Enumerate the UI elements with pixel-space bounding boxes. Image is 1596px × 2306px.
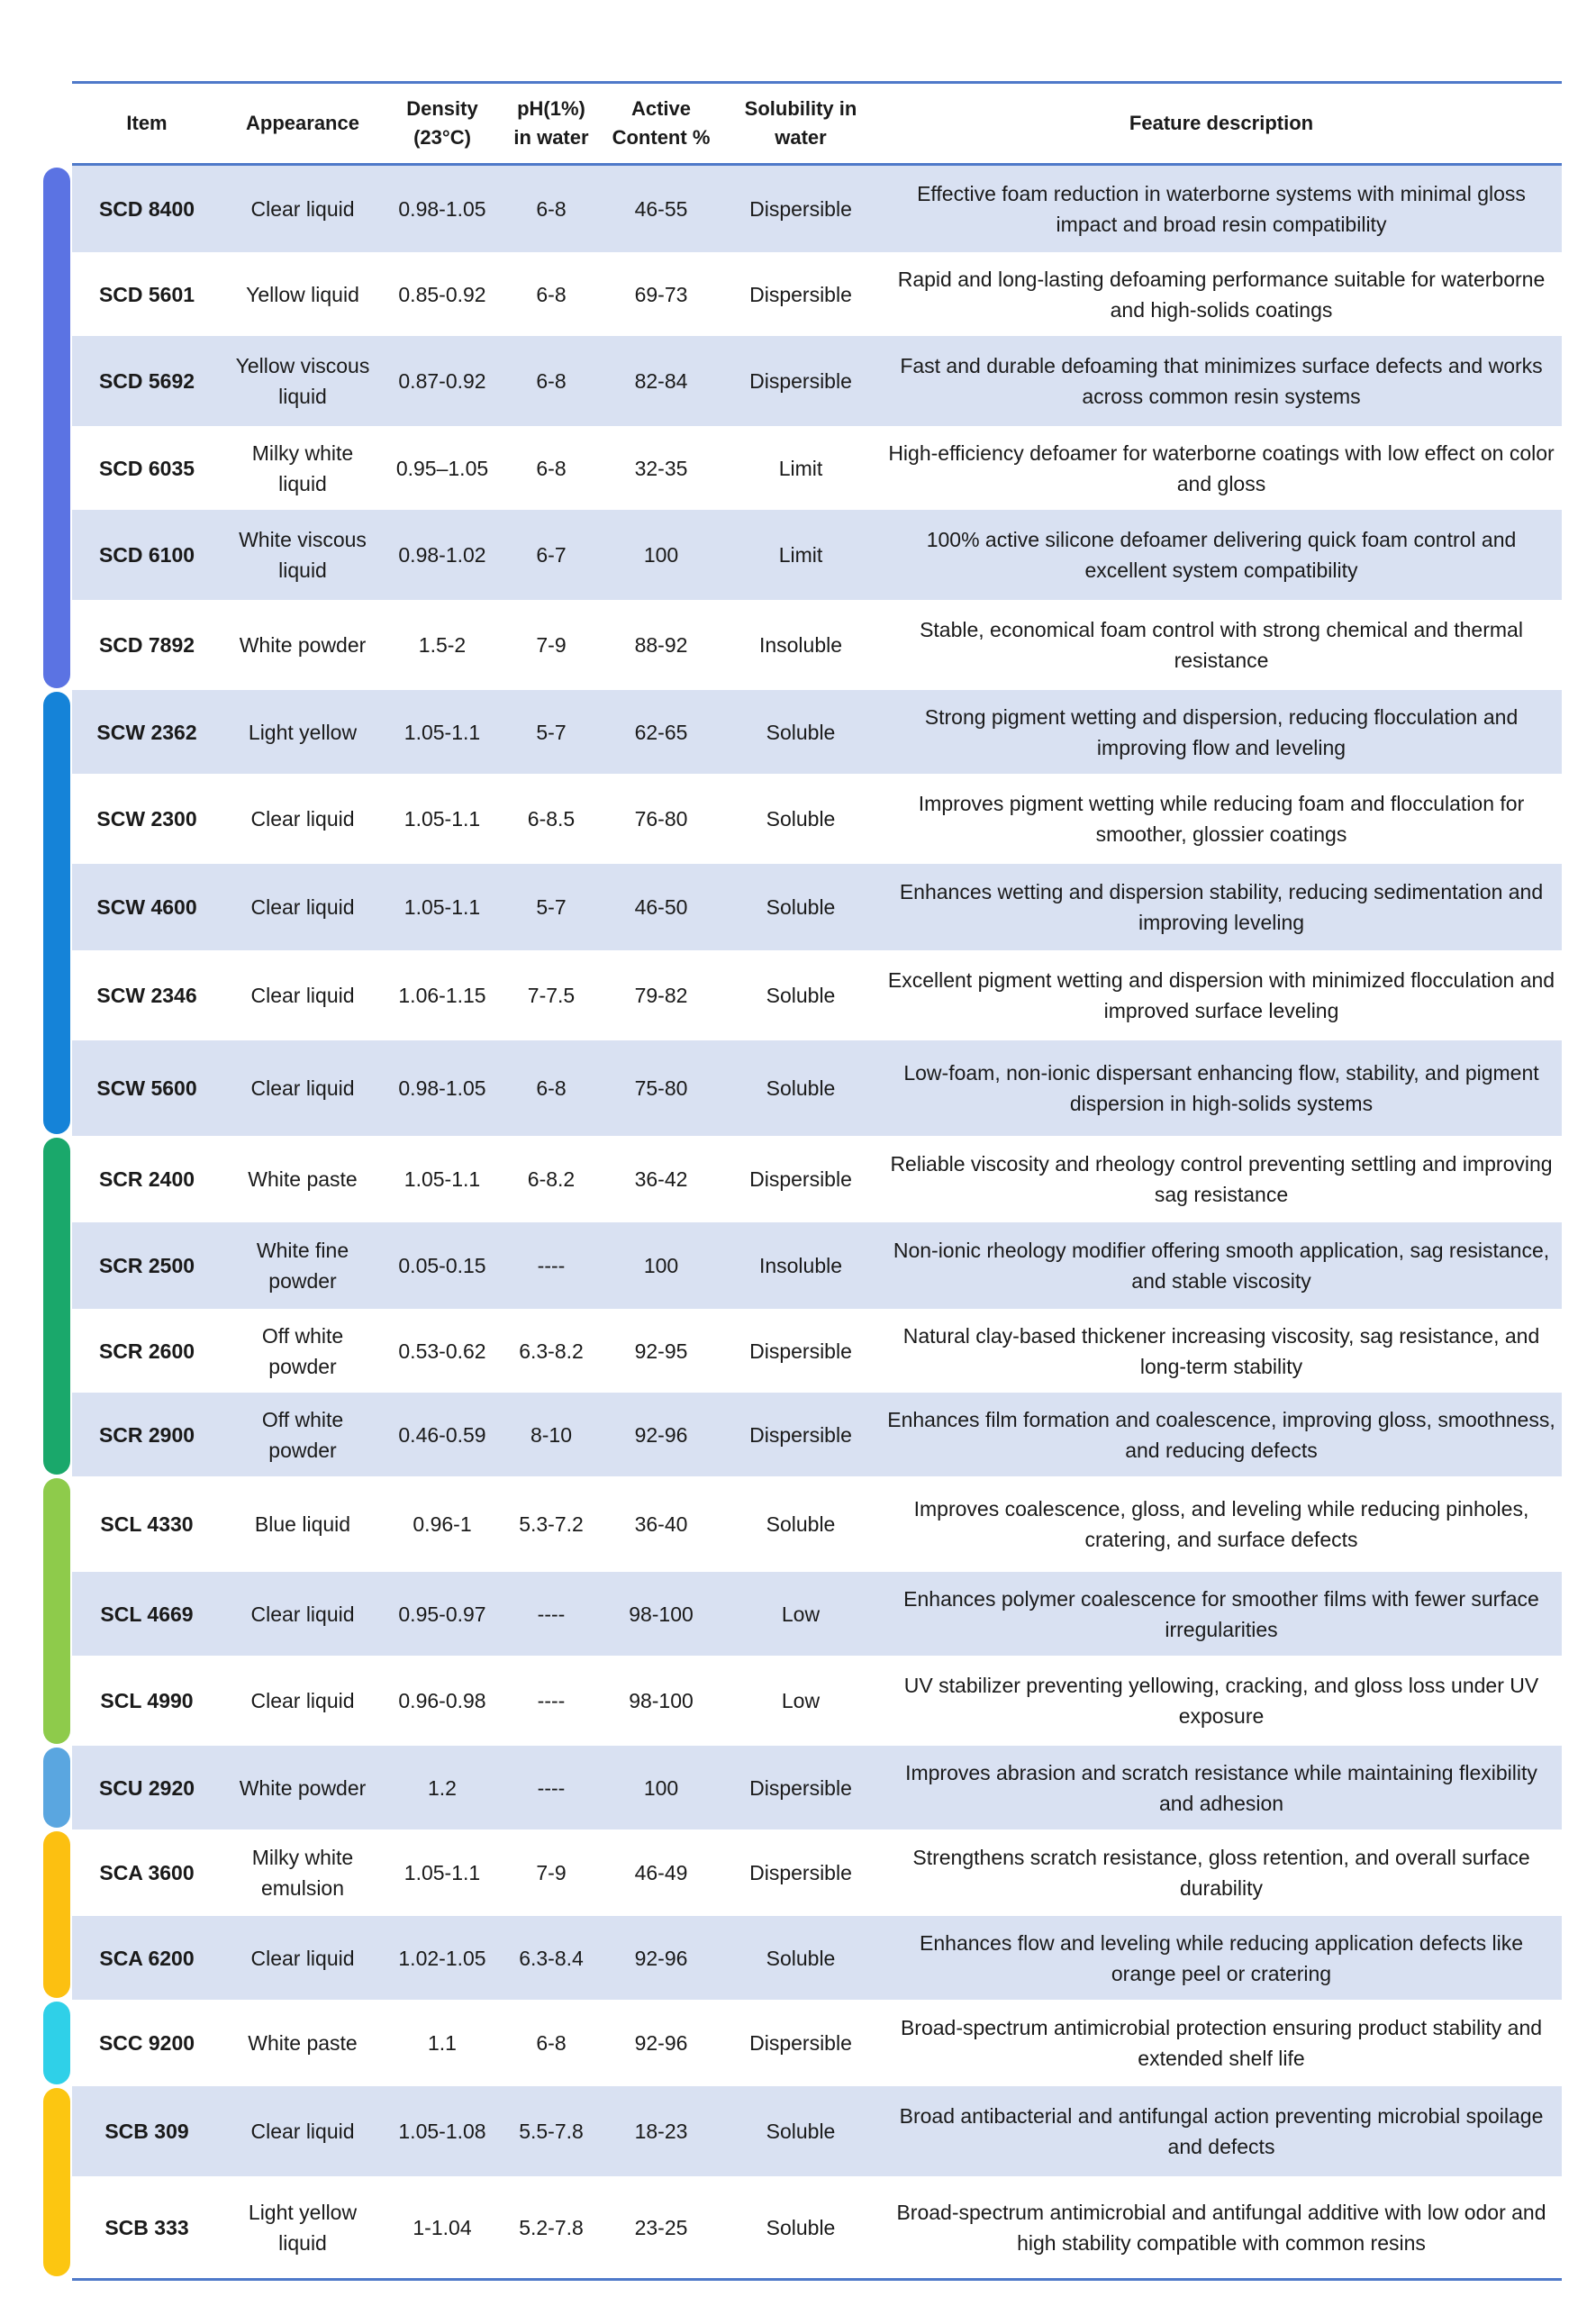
cell-item: SCB 309 — [104, 2120, 189, 2143]
cell-item: SCD 8400 — [98, 197, 195, 221]
table-row — [72, 950, 1562, 1040]
cell-active-content: 46-50 — [634, 895, 688, 919]
cell-active-content: 46-49 — [634, 1861, 688, 1884]
cell-appearance: White powder — [239, 633, 367, 657]
cell-solubility: Low — [781, 1689, 821, 1712]
cell-feature: Improves abrasion and scratch resistance while maintaining flexibility and adhesion — [905, 1760, 1537, 1815]
cell-appearance: Clear liquid — [250, 197, 355, 221]
cell-active-content: 46-55 — [634, 197, 688, 221]
cell-active-content: 76-80 — [634, 807, 688, 831]
cell-active-content: 36-42 — [634, 1167, 688, 1191]
cell-active-content: 92-96 — [634, 1946, 688, 1970]
cell-feature: Strong pigment wetting and dispersion, reducing flocculation and improving flow and leveling — [924, 704, 1519, 759]
cell-item: SCD 5601 — [98, 282, 195, 306]
cell-solubility: Soluble — [766, 807, 836, 831]
cell-solubility: Dispersible — [749, 369, 852, 393]
cell-appearance: Clear liquid — [250, 1946, 355, 1970]
cell-item: SCL 4330 — [100, 1512, 194, 1536]
cell-ph: 6-8 — [536, 1076, 567, 1100]
cell-appearance: White paste — [248, 1167, 358, 1191]
cell-active-content: 92-96 — [634, 1422, 688, 1447]
cell-item: SCR 2400 — [98, 1167, 195, 1191]
header-item: Item — [126, 112, 168, 134]
header-ph: pH(1%) in water — [513, 97, 589, 149]
cell-item: SCD 5692 — [98, 369, 195, 393]
cell-active-content: 92-95 — [634, 1339, 688, 1363]
cell-item: SCU 2920 — [98, 1775, 195, 1800]
cell-density: 0.87-0.92 — [398, 369, 486, 393]
cell-ph: 7-9 — [536, 633, 567, 657]
cell-item: SCW 2362 — [96, 720, 197, 744]
cell-appearance: Off white powder — [261, 1323, 344, 1378]
header-solubility: Solubility in water — [744, 97, 857, 149]
cell-density: 0.98-1.05 — [398, 1076, 486, 1100]
cell-item: SCA 6200 — [99, 1946, 195, 1970]
cell-feature: Broad antibacterial and antifungal action preventing microbial spoilage and defects — [899, 2104, 1544, 2158]
header-density: Density (23°C) — [406, 97, 478, 149]
cell-density: 0.53-0.62 — [398, 1339, 486, 1363]
cell-density: 1.05-1.1 — [404, 720, 481, 744]
cell-density: 1.1 — [428, 2031, 457, 2055]
table-row — [72, 1040, 1562, 1136]
cell-density: 0.98-1.02 — [398, 543, 486, 567]
header-active-content: Active Content % — [612, 97, 711, 149]
cell-ph: ---- — [537, 1689, 566, 1712]
cell-active-content: 100 — [643, 543, 679, 567]
table-row — [72, 774, 1562, 864]
table-header — [72, 84, 1562, 163]
cell-feature: 100% active silicone defoamer delivering quick foam control and excellent system compatibility — [926, 528, 1517, 582]
table-row — [72, 690, 1562, 774]
table-row — [72, 1916, 1562, 2000]
cell-appearance: Clear liquid — [250, 2120, 355, 2143]
table-row — [72, 1393, 1562, 1476]
cell-solubility: Soluble — [766, 720, 836, 744]
cell-ph: ---- — [537, 1254, 566, 1277]
category-bar — [43, 168, 70, 688]
cell-feature: Fast and durable defoaming that minimizes surface defects and works across common resin systems — [900, 354, 1543, 408]
cell-appearance: Clear liquid — [250, 1602, 355, 1626]
cell-solubility: Insoluble — [758, 633, 843, 657]
cell-density: 1.05-1.1 — [404, 895, 481, 919]
table-row — [72, 1476, 1562, 1572]
cell-appearance: Milky white emulsion — [251, 1846, 354, 1900]
cell-appearance: Light yellow liquid — [248, 2200, 358, 2255]
cell-active-content: 75-80 — [634, 1076, 688, 1100]
cell-item: SCD 6035 — [98, 456, 195, 480]
cell-feature: Non-ionic rheology modifier offering smooth application, sag resistance, and stable viscosity — [893, 1239, 1550, 1293]
cell-density: 0.05-0.15 — [398, 1254, 486, 1277]
cell-solubility: Dispersible — [749, 282, 852, 306]
cell-density: 1.05-1.1 — [404, 1861, 481, 1884]
cell-active-content: 98-100 — [629, 1602, 694, 1626]
cell-appearance: Light yellow — [248, 720, 358, 744]
category-bar — [43, 2002, 70, 2084]
cell-feature: Low-foam, non-ionic dispersant enhancing flow, stability, and pigment dispersion in high-solids systems — [903, 1061, 1539, 1115]
cell-solubility: Soluble — [766, 1076, 836, 1100]
cell-density: 1.5-2 — [418, 633, 467, 657]
cell-item: SCW 2346 — [96, 984, 197, 1007]
cell-ph: 7-7.5 — [527, 984, 576, 1007]
cell-appearance: Clear liquid — [250, 1076, 355, 1100]
cell-item: SCW 5600 — [96, 1076, 197, 1100]
category-bar — [43, 1831, 70, 1998]
cell-appearance: Clear liquid — [250, 895, 355, 919]
cell-item: SCR 2900 — [98, 1422, 195, 1447]
cell-solubility: Dispersible — [749, 1167, 852, 1191]
cell-appearance: Yellow liquid — [246, 282, 359, 306]
table-row — [72, 510, 1562, 600]
cell-item: SCR 2500 — [98, 1254, 195, 1277]
cell-item: SCW 2300 — [96, 807, 197, 831]
cell-density: 1.05-1.1 — [404, 807, 481, 831]
cell-feature: Effective foam reduction in waterborne systems with minimal gloss impact and broad resin compatibility — [917, 182, 1526, 236]
cell-solubility: Insoluble — [758, 1254, 843, 1277]
table-row — [72, 2086, 1562, 2176]
cell-density: 1.2 — [428, 1775, 457, 1800]
product-table — [72, 81, 1562, 2281]
cell-item: SCL 4990 — [100, 1689, 194, 1712]
cell-item: SCD 6100 — [98, 543, 195, 567]
category-bar — [43, 1138, 70, 1475]
cell-density: 0.46-0.59 — [398, 1422, 486, 1447]
bottom-rule — [72, 2278, 1562, 2281]
cell-ph: 5.3-7.2 — [519, 1512, 584, 1536]
cell-ph: ---- — [537, 1775, 566, 1800]
category-bar — [43, 2088, 70, 2276]
cell-item: SCD 7892 — [98, 633, 195, 657]
cell-item: SCR 2600 — [98, 1339, 195, 1363]
table-body — [72, 166, 1562, 2278]
cell-solubility: Limit — [778, 543, 823, 567]
cell-feature: High-efficiency defoamer for waterborne coatings with low effect on color and gloss — [888, 440, 1555, 495]
cell-feature: Enhances wetting and dispersion stability, reducing sedimentation and improving leveling — [899, 880, 1544, 934]
cell-item: SCB 333 — [104, 2215, 189, 2239]
cell-solubility: Soluble — [766, 2215, 836, 2239]
table-row — [72, 600, 1562, 690]
cell-appearance: Milky white liquid — [251, 440, 354, 495]
cell-feature: Broad-spectrum antimicrobial protection ensuring product stability and extended shelf life — [900, 2016, 1543, 2070]
table-row — [72, 1746, 1562, 1829]
cell-solubility: Soluble — [766, 895, 836, 919]
cell-density: 0.96-1 — [413, 1512, 472, 1536]
cell-solubility: Dispersible — [749, 197, 852, 221]
cell-ph: 5-7 — [536, 720, 567, 744]
cell-feature: Improves pigment wetting while reducing foam and flocculation for smoother, glossier coatings — [918, 792, 1525, 846]
cell-feature: Broad-spectrum antimicrobial and antifungal additive with low odor and high stability compatible with common resins — [896, 2200, 1546, 2255]
cell-density: 0.85-0.92 — [398, 282, 486, 306]
cell-ph: 6-8 — [536, 369, 567, 393]
cell-solubility: Dispersible — [749, 2031, 852, 2055]
cell-feature: Excellent pigment wetting and dispersion with minimized flocculation and improved surface leveling — [887, 968, 1555, 1022]
cell-density: 1.05-1.1 — [404, 1167, 481, 1191]
table-row — [72, 1572, 1562, 1656]
cell-solubility: Limit — [778, 456, 823, 480]
cell-ph: 6.3-8.4 — [519, 1946, 584, 1970]
table-row — [72, 1656, 1562, 1746]
cell-density: 1.05-1.08 — [398, 2120, 486, 2143]
category-bar — [43, 1748, 70, 1828]
cell-ph: 5.2-7.8 — [519, 2215, 584, 2239]
cell-ph: 7-9 — [536, 1861, 567, 1884]
cell-ph: 6-8 — [536, 456, 567, 480]
cell-appearance: Clear liquid — [250, 807, 355, 831]
cell-appearance: Clear liquid — [250, 1689, 355, 1712]
cell-feature: Strengthens scratch resistance, gloss retention, and overall surface durability — [912, 1846, 1530, 1900]
table-row — [72, 1829, 1562, 1916]
cell-active-content: 69-73 — [634, 282, 688, 306]
table-row — [72, 864, 1562, 950]
cell-item: SCW 4600 — [96, 895, 197, 919]
cell-density: 0.96-0.98 — [398, 1689, 486, 1712]
cell-feature: Natural clay-based thickener increasing viscosity, sag resistance, and long-term stability — [902, 1323, 1540, 1378]
cell-ph: 6.3-8.2 — [519, 1339, 584, 1363]
cell-ph: 5.5-7.8 — [519, 2120, 584, 2143]
cell-feature: Enhances polymer coalescence for smoother films with fewer surface irregularities — [903, 1586, 1539, 1641]
category-bar — [43, 692, 70, 1134]
cell-appearance: Off white powder — [261, 1407, 344, 1462]
cell-ph: 6-8 — [536, 282, 567, 306]
cell-appearance: Yellow viscous liquid — [235, 354, 370, 408]
cell-active-content: 32-35 — [634, 456, 688, 480]
cell-solubility: Soluble — [766, 1512, 836, 1536]
cell-solubility: Dispersible — [749, 1861, 852, 1884]
table-row — [72, 1136, 1562, 1222]
cell-appearance: Clear liquid — [250, 984, 355, 1007]
table-row — [72, 336, 1562, 426]
cell-appearance: White fine powder — [256, 1239, 349, 1293]
cell-ph: 8-10 — [530, 1422, 573, 1447]
cell-active-content: 62-65 — [634, 720, 688, 744]
cell-feature: Enhances flow and leveling while reducing application defects like orange peel or cratering — [920, 1930, 1523, 1985]
cell-density: 1.06-1.15 — [398, 984, 486, 1007]
cell-feature: Enhances film formation and coalescence, improving gloss, smoothness, and reducing defects — [887, 1407, 1555, 1462]
cell-appearance: White viscous liquid — [239, 528, 367, 582]
cell-solubility: Soluble — [766, 2120, 836, 2143]
cell-solubility: Dispersible — [749, 1422, 852, 1447]
cell-active-content: 100 — [643, 1254, 679, 1277]
cell-active-content: 36-40 — [634, 1512, 688, 1536]
header-feature: Feature description — [1129, 112, 1314, 134]
cell-ph: 6-8.5 — [527, 807, 576, 831]
cell-appearance: Blue liquid — [254, 1512, 351, 1536]
cell-item: SCL 4669 — [100, 1602, 194, 1626]
cell-solubility: Soluble — [766, 984, 836, 1007]
table-row — [72, 166, 1562, 252]
cell-appearance: White powder — [239, 1775, 367, 1800]
cell-item: SCA 3600 — [99, 1861, 195, 1884]
cell-solubility: Soluble — [766, 1946, 836, 1970]
table-row — [72, 426, 1562, 510]
cell-density: 1.02-1.05 — [398, 1946, 486, 1970]
cell-active-content: 18-23 — [634, 2120, 688, 2143]
cell-solubility: Dispersible — [749, 1775, 852, 1800]
cell-density: 0.95–1.05 — [395, 456, 489, 480]
table-row — [72, 2000, 1562, 2086]
category-bar — [43, 1478, 70, 1744]
cell-active-content: 23-25 — [634, 2215, 688, 2239]
cell-active-content: 98-100 — [629, 1689, 694, 1712]
cell-density: 0.98-1.05 — [398, 197, 486, 221]
cell-density: 0.95-0.97 — [398, 1602, 486, 1626]
cell-active-content: 79-82 — [634, 984, 688, 1007]
table-row — [72, 252, 1562, 336]
cell-feature: Reliable viscosity and rheology control preventing settling and improving sag resistance — [890, 1152, 1553, 1206]
cell-appearance: White paste — [248, 2031, 358, 2055]
cell-solubility: Low — [781, 1602, 821, 1626]
cell-active-content: 92-96 — [634, 2031, 688, 2055]
cell-ph: 6-8 — [536, 2031, 567, 2055]
cell-feature: Rapid and long-lasting defoaming performance suitable for waterborne and high-solids coatings — [897, 267, 1546, 322]
table-row — [72, 2176, 1562, 2278]
cell-feature: UV stabilizer preventing yellowing, cracking, and gloss loss under UV exposure — [903, 1674, 1539, 1728]
cell-ph: ---- — [537, 1602, 566, 1626]
cell-item: SCC 9200 — [98, 2031, 195, 2055]
cell-solubility: Dispersible — [749, 1339, 852, 1363]
cell-ph: 6-7 — [536, 543, 567, 567]
cell-feature: Improves coalescence, gloss, and leveling while reducing pinholes, cratering, and surface defects — [913, 1497, 1529, 1551]
cell-active-content: 100 — [643, 1775, 679, 1800]
cell-density: 1-1.04 — [413, 2215, 472, 2239]
cell-active-content: 88-92 — [634, 633, 688, 657]
cell-ph: 6-8.2 — [527, 1167, 576, 1191]
header-appearance: Appearance — [246, 112, 359, 134]
cell-feature: Stable, economical foam control with strong chemical and thermal resistance — [920, 618, 1523, 672]
cell-active-content: 82-84 — [634, 369, 688, 393]
cell-ph: 5-7 — [536, 895, 567, 919]
table-row — [72, 1222, 1562, 1309]
cell-ph: 6-8 — [536, 197, 567, 221]
table-row — [72, 1309, 1562, 1393]
